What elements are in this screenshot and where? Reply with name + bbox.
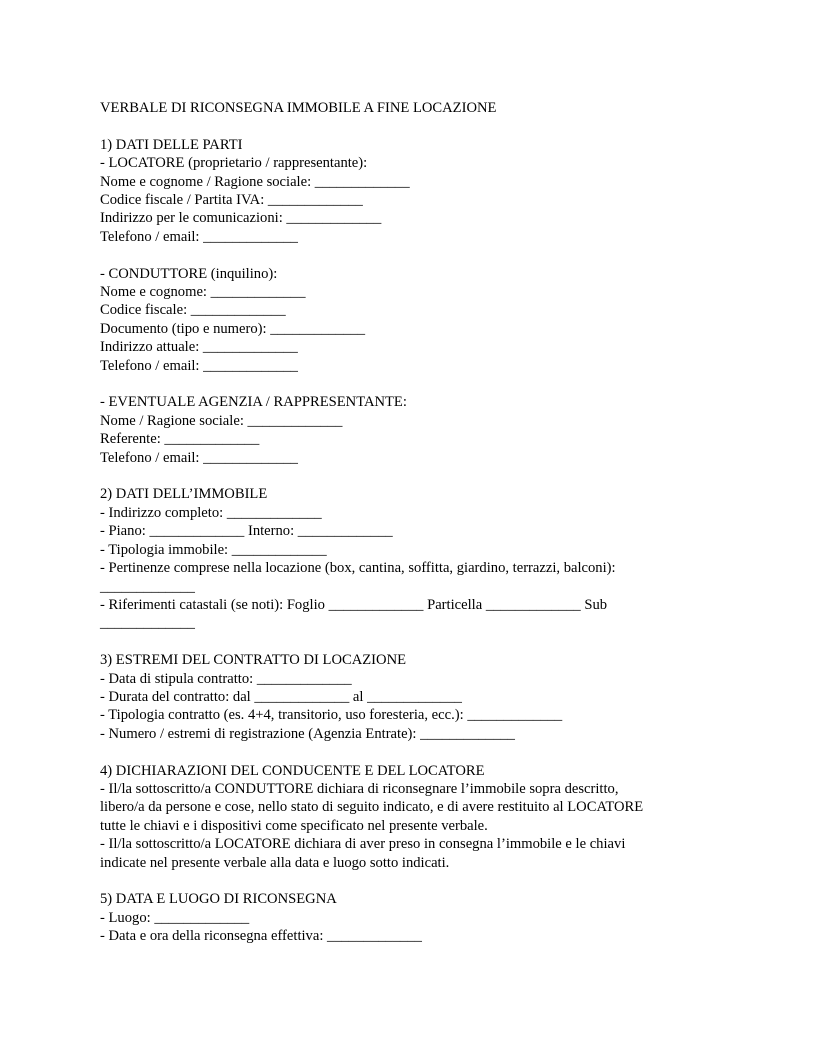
document-line: - CONDUTTORE (inquilino): xyxy=(100,265,278,282)
document-line: 5) DATA E LUOGO DI RICONSEGNA xyxy=(100,891,337,908)
blank-line xyxy=(100,872,720,890)
document-line: Telefono / email: _____________ xyxy=(100,228,298,245)
blank-line xyxy=(100,375,720,393)
document-line: _____________ xyxy=(100,578,195,595)
document-line: - Il/la sottoscritto/a LOCATORE dichiara di aver preso in consegna l’immobile e le chiavi xyxy=(100,836,626,853)
document-line: Referente: _____________ xyxy=(100,431,260,448)
document-body xyxy=(100,99,720,946)
document-line: - Indirizzo completo: _____________ xyxy=(100,504,322,521)
document-line: - Durata del contratto: dal _____________ al _____________ xyxy=(100,688,462,705)
document-line: - Data e ora della riconsegna effettiva: _____________ xyxy=(100,928,422,945)
document-line: - Il/la sottoscritto/a CONDUTTORE dichiara di riconsegnare l’immobile sopra descritto, xyxy=(100,780,619,797)
document-line: - EVENTUALE AGENZIA / RAPPRESENTANTE: xyxy=(100,394,407,411)
document-line: - Piano: _____________ Interno: _____________ xyxy=(100,523,393,540)
document-line: Indirizzo attuale: _____________ xyxy=(100,339,298,356)
document-line: Indirizzo per le comunicazioni: _____________ xyxy=(100,210,382,227)
document-line: indicate nel presente verbale alla data e luogo sotto indicati. xyxy=(100,854,450,871)
document-line: Documento (tipo e numero): _____________ xyxy=(100,320,366,337)
document-line: - Numero / estremi di registrazione (Agenzia Entrate): _____________ xyxy=(100,725,515,742)
document-line: Telefono / email: _____________ xyxy=(100,357,298,374)
document-line: - Pertinenze comprese nella locazione (box, cantina, soffitta, giardino, terrazzi, balconi): xyxy=(100,560,616,577)
blank-line xyxy=(100,117,720,135)
document-line: - Luogo: _____________ xyxy=(100,909,250,926)
document-line: 2) DATI DELL’IMMOBILE xyxy=(100,486,268,503)
document-line: - Tipologia contratto (es. 4+4, transitorio, uso foresteria, ecc.): _____________ xyxy=(100,707,563,724)
blank-line xyxy=(100,467,720,485)
document-line: Nome e cognome / Ragione sociale: _____________ xyxy=(100,173,410,190)
document-line: Telefono / email: _____________ xyxy=(100,449,298,466)
document-line: _____________ xyxy=(100,615,195,632)
blank-line xyxy=(100,246,720,264)
document-line: - Data di stipula contratto: _____________ xyxy=(100,670,352,687)
document-line: 4) DICHIARAZIONI DEL CONDUCENTE E DEL LOCATORE xyxy=(100,762,485,779)
document-line: Codice fiscale / Partita IVA: _____________ xyxy=(100,192,363,209)
blank-line xyxy=(100,633,720,651)
document-line: VERBALE DI RICONSEGNA IMMOBILE A FINE LOCAZIONE xyxy=(100,100,497,116)
document-line: 3) ESTREMI DEL CONTRATTO DI LOCAZIONE xyxy=(100,652,407,669)
document-line: tutte le chiavi e i dispositivi come specificato nel presente verbale. xyxy=(100,817,488,834)
document-line: Nome / Ragione sociale: _____________ xyxy=(100,412,343,429)
document-line: - Tipologia immobile: _____________ xyxy=(100,541,327,558)
document-line: Codice fiscale: _____________ xyxy=(100,302,286,319)
document-line: - LOCATORE (proprietario / rappresentante): xyxy=(100,155,368,172)
blank-line xyxy=(100,743,720,761)
document-line: 1) DATI DELLE PARTI xyxy=(100,136,243,153)
document-line: Nome e cognome: _____________ xyxy=(100,284,306,301)
document-line: libero/a da persone e cose, nello stato di seguito indicato, e di avere restituito al LOCATORE xyxy=(100,799,644,816)
document-line: - Riferimenti catastali (se noti): Foglio _____________ Particella _____________ Sub xyxy=(100,596,608,613)
